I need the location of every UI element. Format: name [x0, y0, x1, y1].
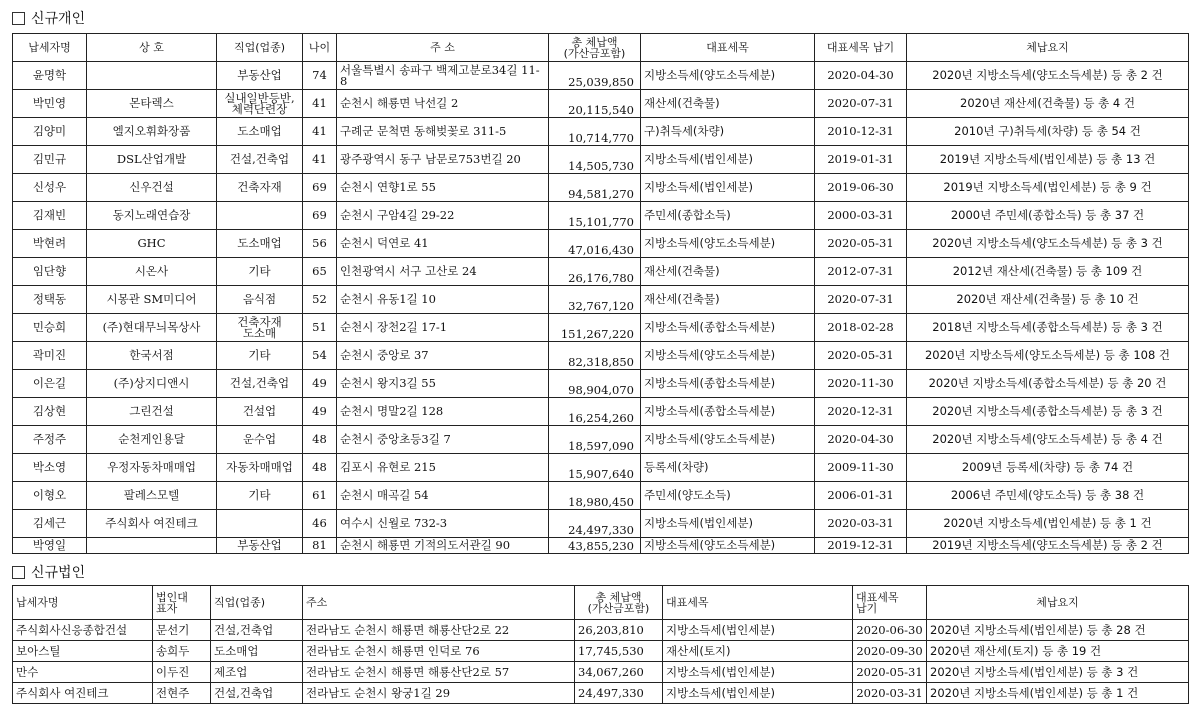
total-arrears: 26,203,810: [575, 620, 663, 641]
business-name: (주)현대무늬목상사: [87, 314, 217, 342]
age: 54: [303, 342, 337, 370]
table-header-row: [13, 586, 1189, 620]
representative: 이두진: [153, 662, 211, 683]
main-tax-due: 2020-05-31: [853, 662, 927, 683]
taxpayer-name: 박영일: [13, 538, 87, 554]
col-header: 납세자명: [13, 586, 153, 620]
main-tax-item: 지방소득세(양도소득세분): [641, 342, 815, 370]
address: 순천시 명말2길 128: [337, 398, 549, 426]
main-tax-due: 2020-07-31: [815, 286, 907, 314]
col-header: 주 소: [337, 34, 549, 62]
col-header: 직업(업종): [217, 34, 303, 62]
occupation: 부동산업: [217, 538, 303, 554]
total-arrears: 25,039,850: [549, 62, 641, 90]
address: 순천시 해룡면 기적의도서관길 90: [337, 538, 549, 554]
arrears-summary: 2020년 재산세(건축물) 등 총 10 건: [907, 286, 1189, 314]
age: 41: [303, 146, 337, 174]
main-tax-item: 재산세(건축물): [641, 286, 815, 314]
business-name: 그린건설: [87, 398, 217, 426]
main-tax-item: 지방소득세(양도소득세분): [641, 538, 815, 554]
table-row: [13, 398, 1189, 426]
main-tax-due: 2020-09-30: [853, 641, 927, 662]
col-header: 납세자명: [13, 34, 87, 62]
age: 65: [303, 258, 337, 286]
taxpayer-name: 김재빈: [13, 202, 87, 230]
occupation: 제조업: [211, 662, 303, 683]
table-row: [13, 314, 1189, 342]
main-tax-due: 2020-12-31: [815, 398, 907, 426]
business-name: [87, 538, 217, 554]
arrears-summary: 2018년 지방소득세(종합소득세분) 등 총 3 건: [907, 314, 1189, 342]
main-tax-due: 2020-11-30: [815, 370, 907, 398]
table-row: [13, 510, 1189, 538]
address: 서울특별시 송파구 백제고분로34길 11-8: [337, 62, 549, 90]
section-title-individual: [12, 8, 85, 28]
taxpayer-name: 주식회사신응종합건설: [13, 620, 153, 641]
arrears-summary: 2020년 지방소득세(법인세분) 등 총 1 건: [907, 510, 1189, 538]
col-header: 대표세목: [663, 586, 853, 620]
address: 순천시 매곡길 54: [337, 482, 549, 510]
main-tax-due: 2019-01-31: [815, 146, 907, 174]
occupation: 음식점: [217, 286, 303, 314]
table-row: [13, 342, 1189, 370]
main-tax-item: 지방소득세(양도소득세분): [641, 62, 815, 90]
arrears-summary: 2020년 재산세(토지) 등 총 19 건: [927, 641, 1189, 662]
total-arrears: 26,176,780: [549, 258, 641, 286]
main-tax-item: 주민세(종합소득): [641, 202, 815, 230]
table-row: [13, 202, 1189, 230]
col-header: 상 호: [87, 34, 217, 62]
main-tax-item: 지방소득세(법인세분): [663, 662, 853, 683]
col-header: 대표세목 납기: [815, 34, 907, 62]
business-name: 몬타렉스: [87, 90, 217, 118]
main-tax-item: 지방소득세(종합소득세분): [641, 314, 815, 342]
taxpayer-name: 윤명학: [13, 62, 87, 90]
arrears-summary: 2020년 지방소득세(양도소득세분) 등 총 4 건: [907, 426, 1189, 454]
arrears-summary: 2020년 지방소득세(법인세분) 등 총 28 건: [927, 620, 1189, 641]
taxpayer-name: 김양미: [13, 118, 87, 146]
main-tax-item: 주민세(양도소득): [641, 482, 815, 510]
main-tax-item: 재산세(건축물): [641, 90, 815, 118]
total-arrears: 17,745,530: [575, 641, 663, 662]
corporate-table: [12, 585, 1189, 704]
main-tax-item: 구)취득세(차량): [641, 118, 815, 146]
age: 61: [303, 482, 337, 510]
business-name: 엘지오휘화장품: [87, 118, 217, 146]
age: 51: [303, 314, 337, 342]
business-name: 우정자동차매매업: [87, 454, 217, 482]
occupation: 도소매업: [211, 641, 303, 662]
main-tax-item: 지방소득세(법인세분): [663, 620, 853, 641]
arrears-summary: 2020년 지방소득세(법인세분) 등 총 1 건: [927, 683, 1189, 704]
total-arrears: 18,597,090: [549, 426, 641, 454]
occupation: 건설,건축업: [211, 683, 303, 704]
arrears-summary: 2012년 재산세(건축물) 등 총 109 건: [907, 258, 1189, 286]
table-row: [13, 258, 1189, 286]
table-row: [13, 370, 1189, 398]
occupation: [217, 202, 303, 230]
main-tax-due: 2010-12-31: [815, 118, 907, 146]
age: 41: [303, 118, 337, 146]
total-arrears: 82,318,850: [549, 342, 641, 370]
total-arrears: 98,904,070: [549, 370, 641, 398]
address: 순천시 중앙로 37: [337, 342, 549, 370]
main-tax-due: 2020-05-31: [815, 342, 907, 370]
arrears-summary: 2020년 지방소득세(양도소득세분) 등 총 108 건: [907, 342, 1189, 370]
age: 49: [303, 370, 337, 398]
col-header: 대표세목 납기: [853, 586, 927, 620]
arrears-summary: 2020년 지방소득세(종합소득세분) 등 총 3 건: [907, 398, 1189, 426]
representative: 문선기: [153, 620, 211, 641]
col-header: 직업(업종): [211, 586, 303, 620]
taxpayer-name: 임단향: [13, 258, 87, 286]
table-row: [13, 620, 1189, 641]
taxpayer-name: 이은길: [13, 370, 87, 398]
total-arrears: 16,254,260: [549, 398, 641, 426]
main-tax-due: 2012-07-31: [815, 258, 907, 286]
col-header: 체납요지: [927, 586, 1189, 620]
main-tax-item: 지방소득세(법인세분): [663, 683, 853, 704]
table-row: [13, 482, 1189, 510]
address: 인천광역시 서구 고산로 24: [337, 258, 549, 286]
table-row: [13, 538, 1189, 554]
total-arrears: 24,497,330: [549, 510, 641, 538]
main-tax-item: 지방소득세(종합소득세분): [641, 398, 815, 426]
table-row: [13, 62, 1189, 90]
occupation: 건축자재: [217, 174, 303, 202]
table-row: [13, 146, 1189, 174]
arrears-summary: 2010년 구)취득세(차량) 등 총 54 건: [907, 118, 1189, 146]
address: 순천시 연향1로 55: [337, 174, 549, 202]
table-row: [13, 286, 1189, 314]
taxpayer-name: 주식회사 여진테크: [13, 683, 153, 704]
col-header: 총 체납액 (가산금포함): [575, 586, 663, 620]
age: 74: [303, 62, 337, 90]
age: 56: [303, 230, 337, 258]
age: 48: [303, 454, 337, 482]
occupation: 건설업: [217, 398, 303, 426]
occupation: 기타: [217, 258, 303, 286]
main-tax-due: 2020-05-31: [815, 230, 907, 258]
arrears-summary: 2020년 재산세(건축물) 등 총 4 건: [907, 90, 1189, 118]
table-row: [13, 683, 1189, 704]
total-arrears: 24,497,330: [575, 683, 663, 704]
section-title-corporate-label: 신규법인: [31, 565, 86, 581]
address: 순천시 덕연로 41: [337, 230, 549, 258]
arrears-summary: 2019년 지방소득세(법인세분) 등 총 13 건: [907, 146, 1189, 174]
table-row: [13, 118, 1189, 146]
arrears-summary: 2006년 주민세(양도소득) 등 총 38 건: [907, 482, 1189, 510]
main-tax-item: 지방소득세(법인세분): [641, 146, 815, 174]
address: 전라남도 순천시 해룡면 해룡산단2로 57: [303, 662, 575, 683]
taxpayer-name: 이형오: [13, 482, 87, 510]
business-name: 시온사: [87, 258, 217, 286]
table-row: [13, 662, 1189, 683]
occupation: 기타: [217, 342, 303, 370]
arrears-summary: 2020년 지방소득세(양도소득세분) 등 총 2 건: [907, 62, 1189, 90]
business-name: 신우건설: [87, 174, 217, 202]
address: 전라남도 순천시 왕궁1길 29: [303, 683, 575, 704]
address: 순천시 유동1길 10: [337, 286, 549, 314]
taxpayer-name: 김상현: [13, 398, 87, 426]
taxpayer-name: 김세근: [13, 510, 87, 538]
table-row: [13, 230, 1189, 258]
arrears-summary: 2019년 지방소득세(양도소득세분) 등 총 2 건: [907, 538, 1189, 554]
taxpayer-name: 박민영: [13, 90, 87, 118]
age: 46: [303, 510, 337, 538]
business-name: 순천게인용달: [87, 426, 217, 454]
main-tax-due: 2020-07-31: [815, 90, 907, 118]
occupation: 부동산업: [217, 62, 303, 90]
occupation: 건축자재 도소매: [217, 314, 303, 342]
table-row: [13, 174, 1189, 202]
address: 순천시 해룡면 낙선길 2: [337, 90, 549, 118]
main-tax-item: 재산세(토지): [663, 641, 853, 662]
business-name: GHC: [87, 230, 217, 258]
address: 구례군 문척면 동해벚꽃로 311-5: [337, 118, 549, 146]
total-arrears: 43,855,230: [549, 538, 641, 554]
occupation: 자동차매매업: [217, 454, 303, 482]
occupation: 기타: [217, 482, 303, 510]
age: 48: [303, 426, 337, 454]
main-tax-due: 2019-12-31: [815, 538, 907, 554]
address: 김포시 유현로 215: [337, 454, 549, 482]
total-arrears: 94,581,270: [549, 174, 641, 202]
col-header: 총 체납액 (가산금포함): [549, 34, 641, 62]
address: 순천시 중앙초등3길 7: [337, 426, 549, 454]
total-arrears: 32,767,120: [549, 286, 641, 314]
address: 전라남도 순천시 해룡면 해룡산단2로 22: [303, 620, 575, 641]
table-row: [13, 90, 1189, 118]
address: 여수시 신월로 732-3: [337, 510, 549, 538]
main-tax-due: 2009-11-30: [815, 454, 907, 482]
main-tax-item: 지방소득세(법인세분): [641, 174, 815, 202]
table-row: [13, 641, 1189, 662]
total-arrears: 18,980,450: [549, 482, 641, 510]
occupation: 실내일반등반, 체력단련장: [217, 90, 303, 118]
taxpayer-name: 박소영: [13, 454, 87, 482]
business-name: DSL산업개발: [87, 146, 217, 174]
taxpayer-name: 김민규: [13, 146, 87, 174]
main-tax-due: 2000-03-31: [815, 202, 907, 230]
total-arrears: 47,016,430: [549, 230, 641, 258]
checkbox-icon: [12, 12, 25, 25]
age: 52: [303, 286, 337, 314]
main-tax-item: 지방소득세(법인세분): [641, 510, 815, 538]
main-tax-due: 2020-04-30: [815, 62, 907, 90]
occupation: 도소매업: [217, 118, 303, 146]
table-row: [13, 426, 1189, 454]
main-tax-due: 2019-06-30: [815, 174, 907, 202]
main-tax-due: 2018-02-28: [815, 314, 907, 342]
col-header: 대표세목: [641, 34, 815, 62]
table-row: [13, 454, 1189, 482]
main-tax-due: 2020-06-30: [853, 620, 927, 641]
arrears-summary: 2020년 지방소득세(법인세분) 등 총 3 건: [927, 662, 1189, 683]
taxpayer-name: 정택동: [13, 286, 87, 314]
col-header: 나이: [303, 34, 337, 62]
age: 69: [303, 202, 337, 230]
total-arrears: 151,267,220: [549, 314, 641, 342]
main-tax-item: 지방소득세(양도소득세분): [641, 230, 815, 258]
checkbox-icon: [12, 566, 25, 579]
arrears-summary: 2000년 주민세(종합소득) 등 총 37 건: [907, 202, 1189, 230]
address: 순천시 구암4길 29-22: [337, 202, 549, 230]
main-tax-item: 지방소득세(종합소득세분): [641, 370, 815, 398]
address: 순천시 왕지3길 55: [337, 370, 549, 398]
main-tax-item: 지방소득세(양도소득세분): [641, 426, 815, 454]
section-title-individual-label: 신규개인: [31, 11, 86, 27]
occupation: 건설,건축업: [217, 146, 303, 174]
address: 순천시 장천2길 17-1: [337, 314, 549, 342]
table-header-row: [13, 34, 1189, 62]
business-name: 동지노래연습장: [87, 202, 217, 230]
age: 69: [303, 174, 337, 202]
business-name: 주식회사 여진테크: [87, 510, 217, 538]
main-tax-due: 2020-04-30: [815, 426, 907, 454]
taxpayer-name: 곽미진: [13, 342, 87, 370]
representative: 송희두: [153, 641, 211, 662]
total-arrears: 20,115,540: [549, 90, 641, 118]
individual-table: [12, 33, 1189, 554]
taxpayer-name: 주정주: [13, 426, 87, 454]
business-name: [87, 62, 217, 90]
occupation: 건설,건축업: [211, 620, 303, 641]
main-tax-item: 재산세(건축물): [641, 258, 815, 286]
arrears-summary: 2020년 지방소득세(종합소득세분) 등 총 20 건: [907, 370, 1189, 398]
arrears-summary: 2009년 등록세(차량) 등 총 74 건: [907, 454, 1189, 482]
col-header: 법인대 표자: [153, 586, 211, 620]
age: 81: [303, 538, 337, 554]
main-tax-due: 2020-03-31: [815, 510, 907, 538]
occupation: [217, 510, 303, 538]
business-name: 한국서점: [87, 342, 217, 370]
total-arrears: 10,714,770: [549, 118, 641, 146]
taxpayer-name: 만수: [13, 662, 153, 683]
address: 전라남도 순천시 해룡면 인덕로 76: [303, 641, 575, 662]
taxpayer-name: 민승희: [13, 314, 87, 342]
main-tax-due: 2006-01-31: [815, 482, 907, 510]
total-arrears: 15,101,770: [549, 202, 641, 230]
taxpayer-name: 박현려: [13, 230, 87, 258]
main-tax-item: 등록세(차량): [641, 454, 815, 482]
representative: 전현주: [153, 683, 211, 704]
occupation: 운수업: [217, 426, 303, 454]
total-arrears: 14,505,730: [549, 146, 641, 174]
section-title-corporate: [12, 562, 85, 582]
total-arrears: 15,907,640: [549, 454, 641, 482]
col-header: 체납요지: [907, 34, 1189, 62]
taxpayer-name: 보아스틸: [13, 641, 153, 662]
taxpayer-name: 신성우: [13, 174, 87, 202]
age: 49: [303, 398, 337, 426]
address: 광주광역시 동구 남문로753번길 20: [337, 146, 549, 174]
age: 41: [303, 90, 337, 118]
main-tax-due: 2020-03-31: [853, 683, 927, 704]
occupation: 도소매업: [217, 230, 303, 258]
col-header: 주소: [303, 586, 575, 620]
occupation: 건설,건축업: [217, 370, 303, 398]
arrears-summary: 2020년 지방소득세(양도소득세분) 등 총 3 건: [907, 230, 1189, 258]
total-arrears: 34,067,260: [575, 662, 663, 683]
business-name: 팔레스모텔: [87, 482, 217, 510]
business-name: (주)상지디앤시: [87, 370, 217, 398]
business-name: 시몽관 SM미디어: [87, 286, 217, 314]
arrears-summary: 2019년 지방소득세(법인세분) 등 총 9 건: [907, 174, 1189, 202]
